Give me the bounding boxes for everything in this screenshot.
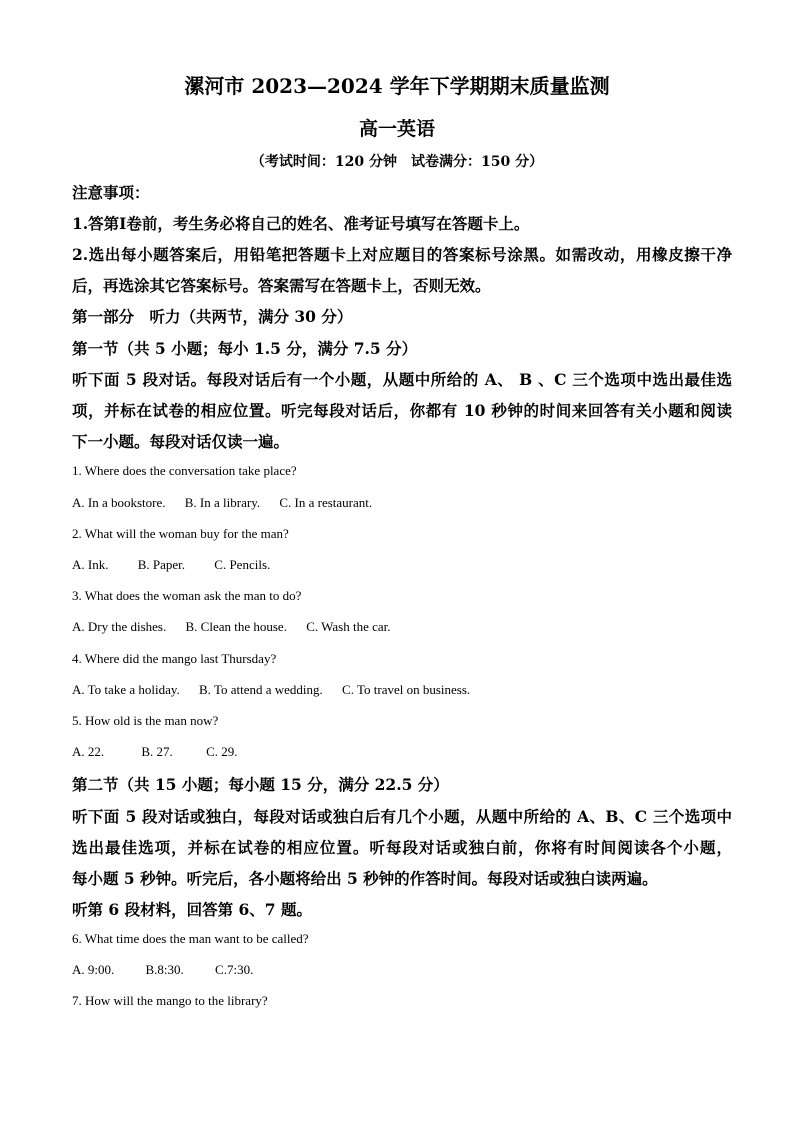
option-a: A. 9:00.	[72, 962, 115, 977]
question-stem: 4. Where did the mango last Thursday?	[72, 651, 277, 666]
exam-title: 漯河市 2023—2024 学年下学期期末质量监测	[184, 74, 610, 98]
option-b: B. 27.	[141, 744, 173, 759]
option-b: B. Paper.	[137, 557, 186, 572]
option-c: C.7:30.	[215, 962, 254, 977]
section2-instruction-line-2: 选出最佳选项，并标在试卷的相应位置。听每段对话或独白前，你将有时间阅读各个小题，	[72, 838, 732, 857]
section1-instruction-line-3: 下一小题。每段对话仅读一遍。	[72, 432, 290, 451]
subject-title: 高一英语	[358, 118, 435, 140]
section1-heading: 第一节（共 5 小题；每小 1.5 分，满分 7.5 分）	[72, 339, 418, 358]
notes-heading: 注意事项：	[72, 183, 150, 202]
question-stem: 1. Where does the conversation take place?	[72, 463, 297, 478]
question-stem: 7. How will the mango to the library?	[72, 993, 268, 1008]
notes-item-1: 1.答第Ⅰ卷前，考生务必将自己的姓名、准考证号填写在答题卡上。	[72, 214, 530, 233]
option-a: A. In a bookstore.	[72, 495, 166, 510]
question-stem: 3. What does the woman ask the man to do?	[72, 588, 302, 603]
question-options	[72, 744, 732, 760]
option-c: C. Wash the car.	[306, 619, 391, 634]
question-options	[72, 682, 732, 698]
option-a: A. 22.	[72, 744, 105, 759]
option-a: A. To take a holiday.	[72, 682, 180, 697]
option-b: B. In a library.	[184, 495, 261, 510]
option-c: C. 29.	[206, 744, 238, 759]
question-options	[72, 495, 732, 511]
option-c: C. In a restaurant.	[279, 495, 373, 510]
option-c: C. Pencils.	[214, 557, 271, 572]
question-stem: 5. How old is the man now?	[72, 713, 219, 728]
option-b: B.8:30.	[145, 962, 184, 977]
option-a: A. Ink.	[72, 557, 109, 572]
question-options	[72, 962, 732, 978]
exam-info: （考试时间：120 分钟 试卷满分：150 分）	[250, 154, 544, 170]
option-b: B. To attend a wedding.	[199, 682, 323, 697]
question-options	[72, 557, 732, 573]
question-stem: 2. What will the woman buy for the man?	[72, 526, 289, 541]
notes-item-2-line-2: 后，再选涂其它答案标号。答案需写在答题卡上，否则无效。	[72, 276, 491, 295]
notes-item-2-line-1: 2.选出每小题答案后，用铅笔把答题卡上对应题目的答案标号涂黑。如需改动，用橡皮擦干净	[72, 245, 732, 264]
option-a: A. Dry the dishes.	[72, 619, 167, 634]
section2-heading: 第二节（共 15 小题；每小题 15 分，满分 22.5 分）	[72, 775, 449, 794]
section2-instruction-line-3: 每小题 5 秒钟。听完后，各小题将给出 5 秒钟的作答时间。每段对话或独白读两遍。	[72, 869, 658, 888]
section1-instruction-line-1: 听下面 5 段对话。每段对话后有一个小题，从题中所给的 A、 B 、C 三个选项中选出最佳选	[72, 370, 732, 389]
part1-heading: 第一部分 听力（共两节，满分 30 分）	[72, 307, 353, 326]
question-stem: 6. What time does the man want to be called?	[72, 931, 309, 946]
option-b: B. Clean the house.	[185, 619, 287, 634]
material-6-heading: 听第 6 段材料，回答第 6、7 题。	[72, 900, 312, 919]
question-options	[72, 619, 732, 635]
section1-instruction-line-2: 项，并标在试卷的相应位置。听完每段对话后，你都有 10 秒钟的时间来回答有关小题和阅读	[72, 401, 732, 420]
section2-instruction-line-1: 听下面 5 段对话或独白，每段对话或独白后有几个小题，从题中所给的 A、B、C 三个选项中	[72, 807, 732, 826]
option-c: C. To travel on business.	[342, 682, 471, 697]
